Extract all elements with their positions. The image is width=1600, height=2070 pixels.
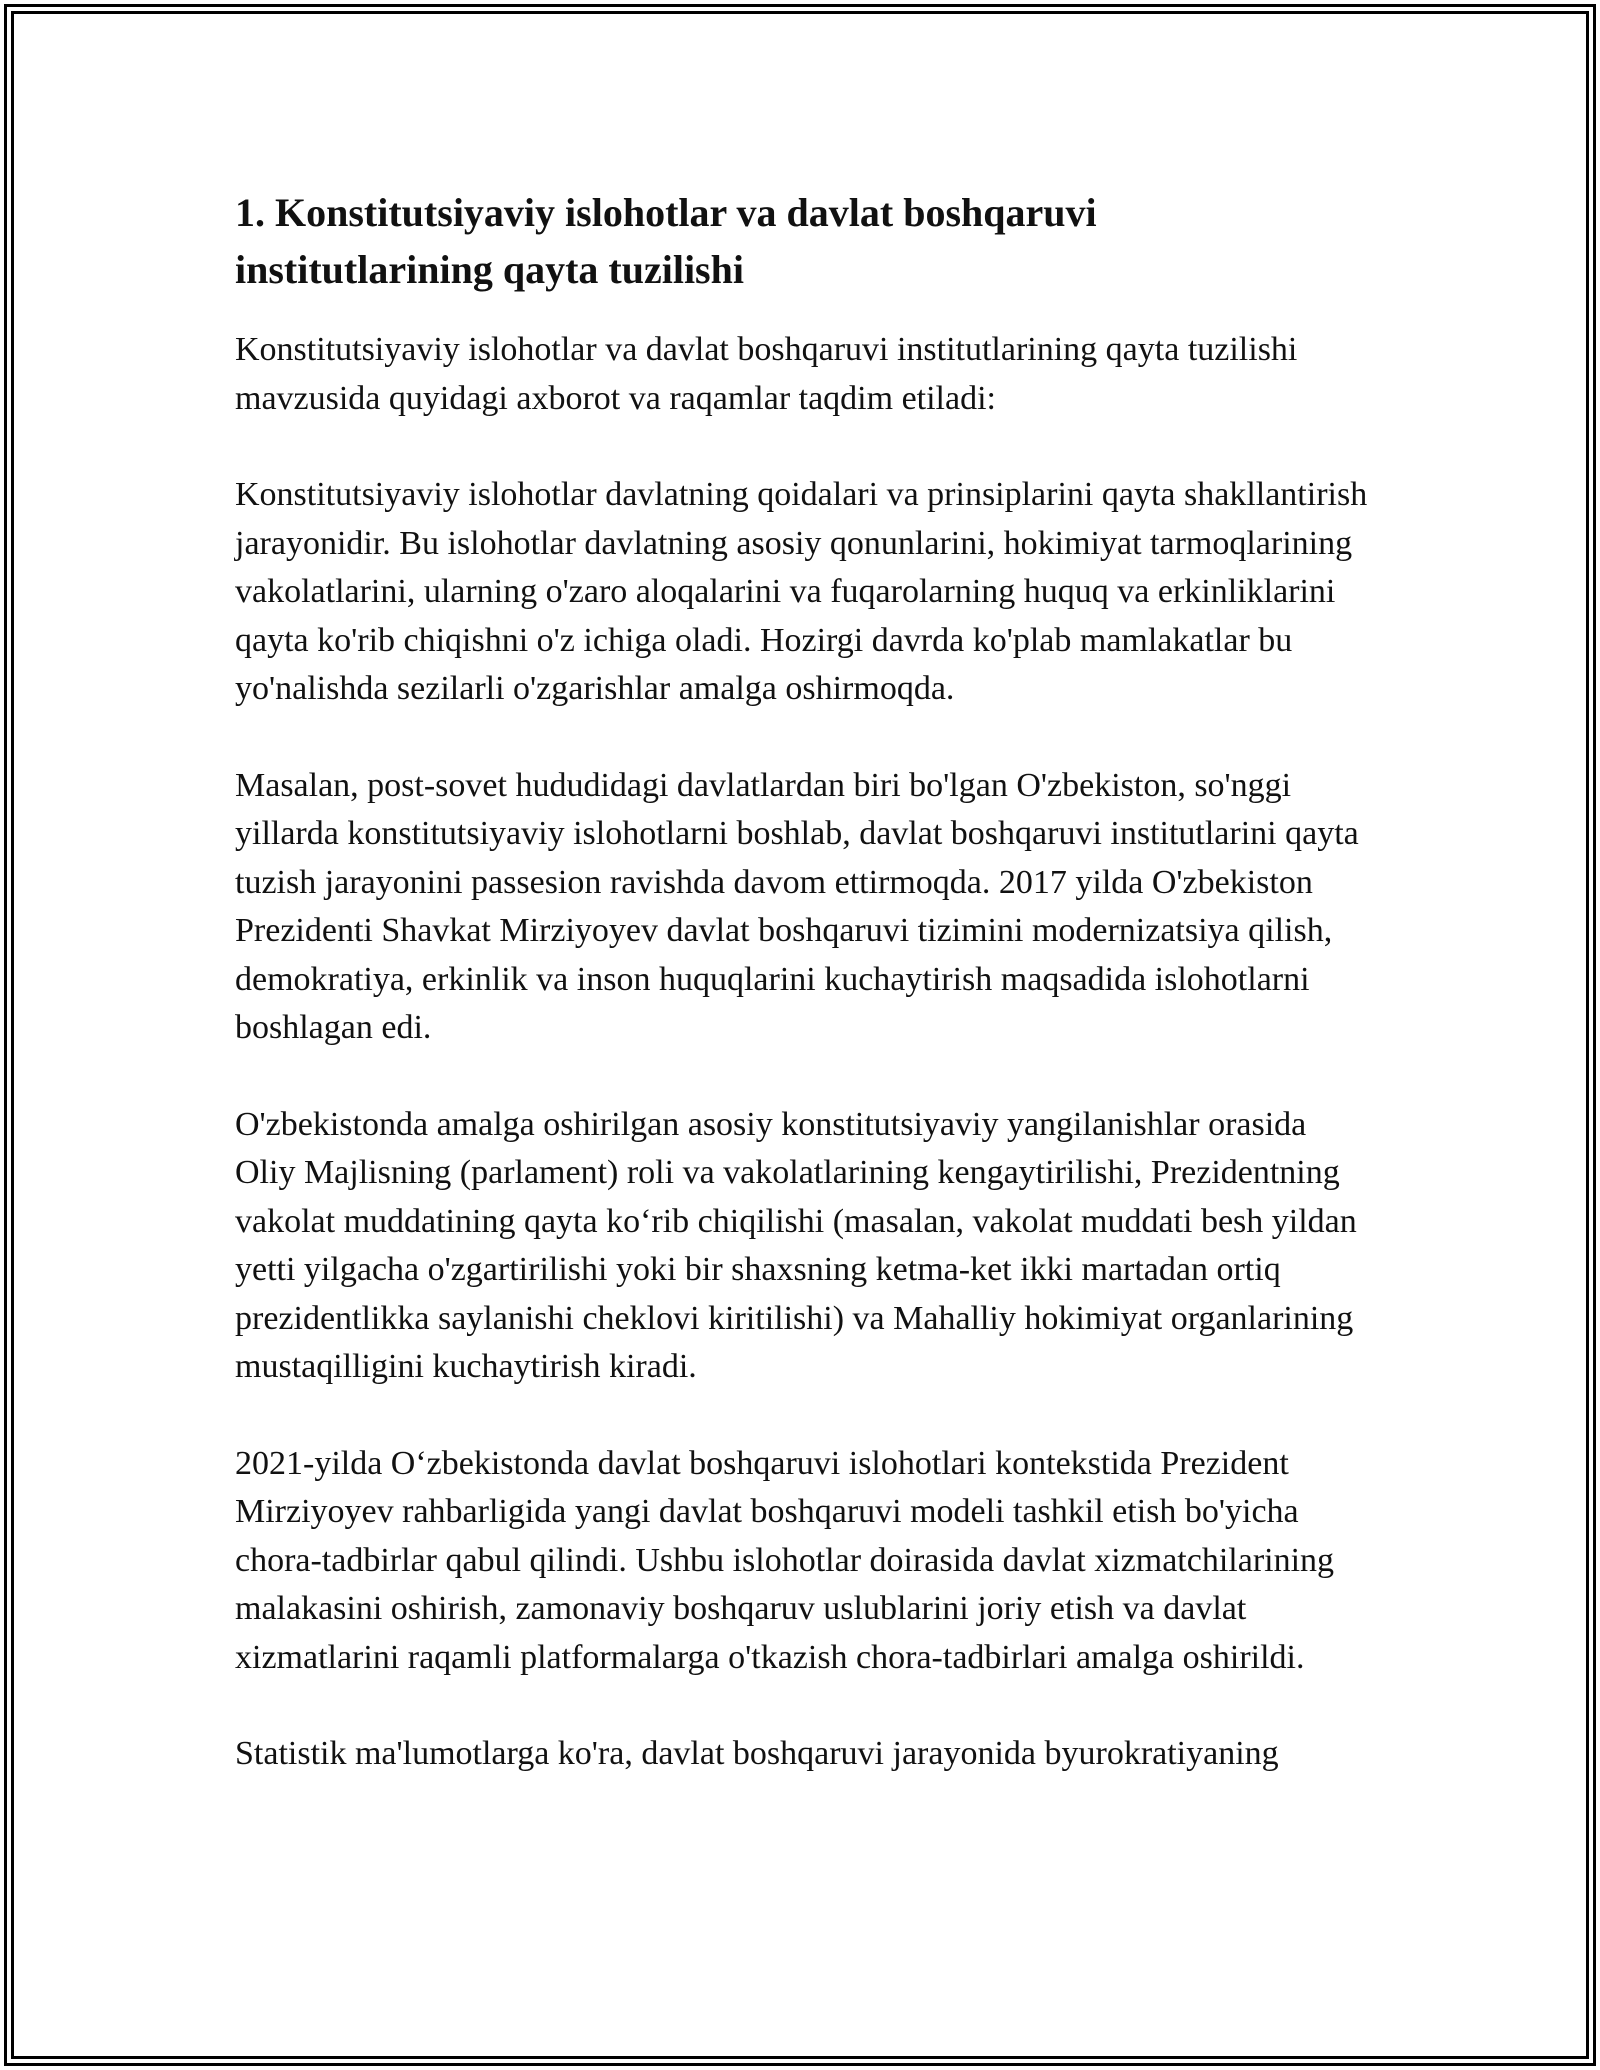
paragraph-statistics: Statistik ma'lumotlarga ko'ra, davlat boshqaruvi jarayonida byurokratiyaning	[235, 1735, 1279, 1772]
section-heading: 1. Konstitutsiyaviy islohotlar va davlat boshqaruvi institutlarining qayta tuzilishi	[235, 190, 1097, 292]
paragraph-2021-reforms: 2021-yilda O‘zbekistonda davlat boshqaruvi islohotlari kontekstida Prezident Mirziyoyev rahbarligida yangi davlat boshqaruvi modeli tashkil etish bo'yicha chora-tadbirlar qabul qilindi. Ushbu islohotlar doirasida davlat xizmatchilarining malakasini oshirish, zamonaviy boshqaruv uslublarini joriy etish va davlat xizmatlarini raqamli platformalarga o'tkazish chora-tadbirlari amalga oshirildi.	[235, 1444, 1335, 1676]
paragraph-intro: Konstitutsiyaviy islohotlar va davlat boshqaruvi institutlarining qayta tuzilishi mavzusida quyidagi axborot va raqamlar taqdim etiladi:	[235, 331, 1298, 417]
paragraph-constitutional-updates: O'zbekistonda amalga oshirilgan asosiy konstitutsiyaviy yangilanishlar orasida Oliy Majlisning (parlament) roli va vakolatlarining kengaytirilishi, Prezidentning vakolat muddatining qayta ko‘rib chiqilishi (masalan, vakolat muddati besh yildan yetti yilgacha o'zgartirilishi yoki bir shaxsning ketma-ket ikki martadan ortiq prezidentlikka saylanishi cheklovi kiritilishi) va Mahalliy hokimiyat organlarining mustaqilligini kuchaytirish kiradi.	[235, 1105, 1357, 1385]
paragraph-definition: Konstitutsiyaviy islohotlar davlatning qoidalari va prinsiplarini qayta shakllantirish jarayonidir. Bu islohotlar davlatning asosiy qonunlarini, hokimiyat tarmoqlarining vakolatlarini, ularning o'zaro aloqalarini va fuqarolarning huquq va erkinliklarini qayta ko'rib chiqishni o'z ichiga oladi. Hozirgi davrda ko'plab mamlakatlar bu yo'nalishda sezilarli o'zgarishlar amalga oshirmoqda.	[235, 476, 1368, 707]
document-body	[235, 184, 1375, 1779]
paragraph-uzbekistan-example: Masalan, post-sovet hududidagi davlatlardan biri bo'lgan O'zbekiston, so'nggi yillarda konstitutsiyaviy islohotlarni boshlab, davlat boshqaruvi institutlarini qayta tuzish jarayonini passesion ravishda davom ettirmoqda. 2017 yilda O'zbekiston Prezidenti Shavkat Mirziyoyev davlat boshqaruvi tizimini modernizatsiya qilish, demokratiya, erkinlik va inson huquqlarini kuchaytirish maqsadida islohotlarni boshlagan edi.	[235, 766, 1359, 1046]
